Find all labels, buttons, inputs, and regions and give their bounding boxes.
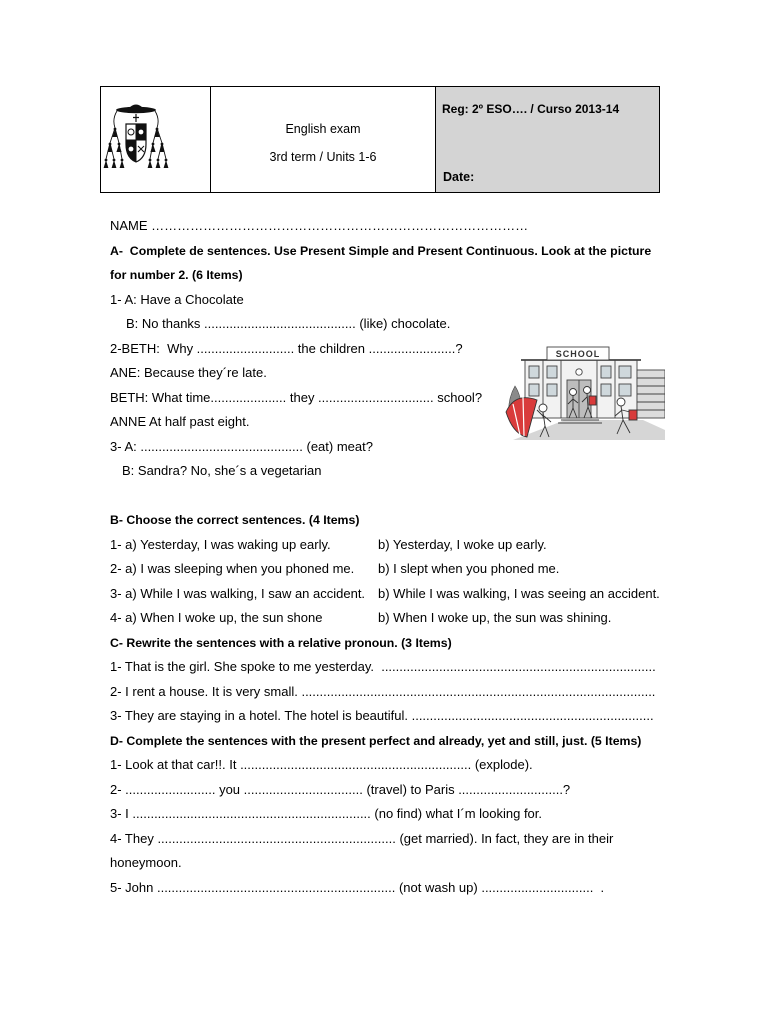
exercise-line: B: No thanks .......................................... (like) chocolate. [126, 316, 451, 331]
crest-hat [116, 105, 156, 114]
name-line: NAME …………………………………………………………………………… [110, 218, 529, 233]
date-label: Date: [443, 170, 475, 184]
option-a: 4- a) When I woke up, the sun shone [110, 610, 323, 625]
section-d-heading: D- Complete the sentences with the present perfect and already, yet and still, just. (5 Items) [110, 733, 642, 748]
section-a-heading-continued: for number 2. (6 Items) [110, 268, 243, 282]
option-b: b) When I woke up, the sun was shining. [378, 610, 612, 625]
crest-shield [126, 114, 146, 162]
option-a: 1- a) Yesterday, I was waking up early. [110, 536, 331, 552]
exercise-line: ANE: Because they´re late. [110, 365, 267, 380]
exercise-line: 1- Look at that car!!. It ................................................................ (explode). [110, 757, 533, 772]
exercise-line: honeymoon. [110, 855, 182, 870]
section-b-heading: B- Choose the correct sentences. (4 Items) [110, 513, 360, 527]
exercise-line: 3- A: ............................................. (eat) meat? [110, 438, 373, 454]
exercise-line: ANNE At half past eight. [110, 414, 250, 429]
choice-row [110, 582, 730, 607]
option-a: 3- a) While I was walking, I saw an accident. [110, 585, 366, 601]
section-a-heading: A- Complete de sentences. Use Present Simple and Present Continuous. Look at the picture [110, 243, 652, 258]
choice-row [110, 533, 730, 558]
exercise-line: 1- A: Have a Chocolate [110, 291, 244, 307]
school-crest-logo [103, 100, 169, 176]
exam-header-table [100, 86, 660, 193]
registration-cell [436, 87, 659, 192]
exercise-line: 1- That is the girl. She spoke to me yesterday. ............................................................................ [110, 659, 656, 674]
option-b: b) While I was walking, I was seeing an accident. [378, 585, 660, 601]
exam-title: English exam [285, 122, 361, 136]
course-registration: Reg: 2º ESO…. / Curso 2013-14 [442, 102, 620, 116]
choice-row [110, 557, 730, 582]
exercise-line: B: Sandra? No, she´s a vegetarian [122, 463, 322, 478]
exam-subtitle: 3rd term / Units 1-6 [269, 150, 377, 164]
exercise-line: 2-BETH: Why ........................... the children ........................? [110, 340, 463, 356]
exercise-line: 3- I .................................................................. (no find) what I´m looking for. [110, 806, 543, 821]
option-b: b) I slept when you phoned me. [378, 561, 560, 576]
section-c-heading: C- Rewrite the sentences with a relative pronoun. (3 Items) [110, 635, 452, 650]
exercise-line: 3- They are staying in a hotel. The hotel is beautiful. ................................................................... [110, 708, 654, 723]
logo-cell [101, 87, 211, 192]
blank-spacer [110, 484, 730, 509]
choice-row [110, 606, 730, 631]
option-b: b) Yesterday, I woke up early. [378, 536, 547, 552]
exercise-line: BETH: What time..................... they ................................ school? [110, 389, 483, 405]
exercise-line: 2- I rent a house. It is very small. .................................................................................................. [110, 683, 656, 699]
option-a: 2- a) I was sleeping when you phoned me. [110, 561, 355, 576]
school-sign-text: SCHOOL [555, 349, 601, 360]
exercise-line: 2- ......................... you ................................. (travel) to Paris .............................? [110, 781, 571, 797]
title-cell [211, 87, 436, 192]
exam-body [110, 214, 730, 900]
exercise-line: 4- They .................................................................. (get married). In fact, they are in their [110, 830, 614, 846]
exercise-line: 5- John .................................................................. (not wash up) ............................... . [110, 879, 605, 895]
